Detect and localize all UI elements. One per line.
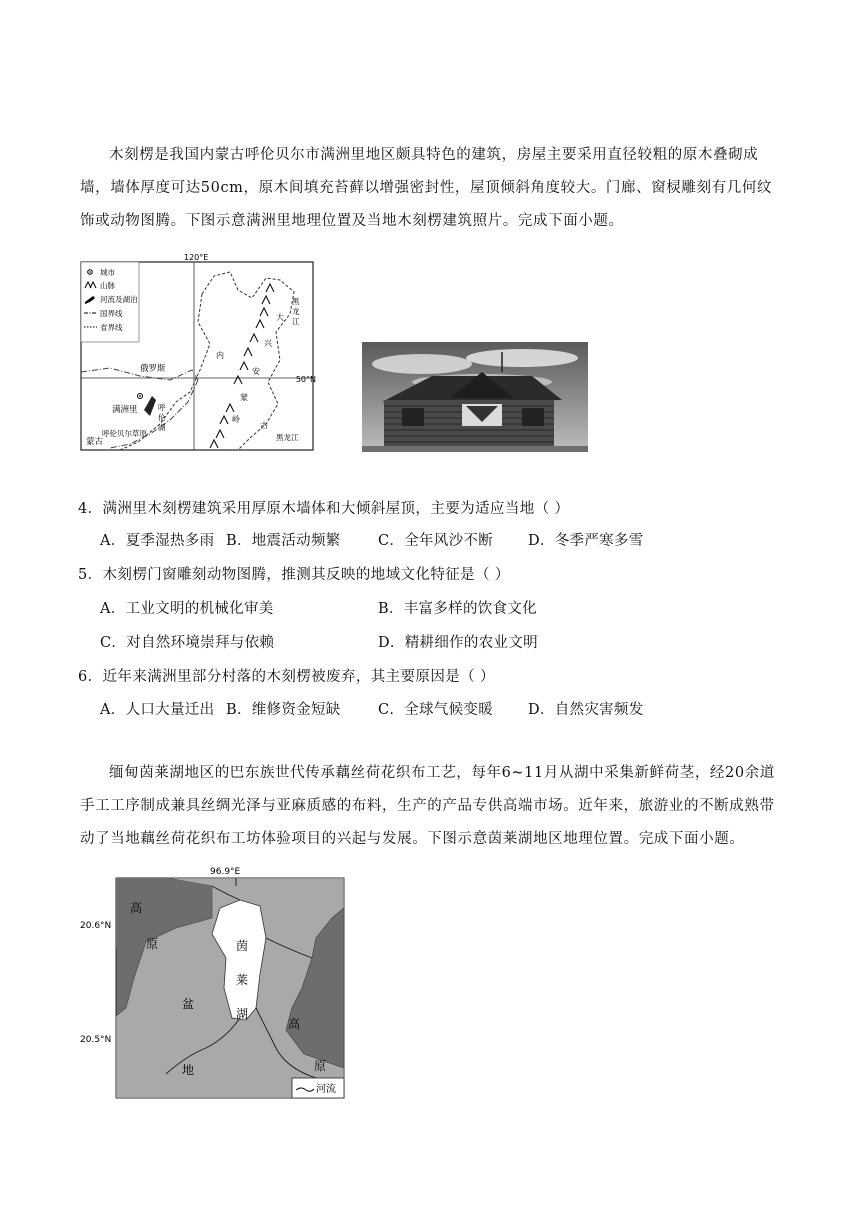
inle-lake-location-map [80,864,348,1100]
q5-option-c[interactable]: C．对自然环境崇拜与依赖 [100,635,275,651]
svg-text:高: 高 [130,901,143,915]
legend-national-border: 国界线 [100,309,123,318]
svg-text:龙: 龙 [292,307,300,316]
q4-option-a[interactable]: A．夏季湿热多雨 [100,533,215,549]
svg-text:岭: 岭 [232,415,240,424]
svg-text:兴: 兴 [264,339,272,348]
svg-text:蒙: 蒙 [240,393,248,402]
question-4: 4．满洲里木刻楞建筑采用厚原木墙体和大倾斜屋顶，主要为适应当地（ ） [78,501,570,517]
label-grassland: 呼伦贝尔草原 [102,429,147,438]
longitude-label-2: 96.9°E [210,867,241,877]
svg-text:古: 古 [260,421,268,430]
q6-option-d[interactable]: D．自然灾害频发 [528,702,644,718]
q4-option-b[interactable]: B．地震活动频繁 [226,533,341,549]
latitude-top: 20.6°N [80,921,112,931]
legend-river: 河流 [316,1084,336,1095]
manzhouli-location-map [80,252,316,452]
q6-option-c[interactable]: C．全球气候变暖 [378,702,493,718]
label-mongolia: 蒙古 [86,437,104,447]
latitude-label: 50°N [295,375,316,384]
legend-river-lake: 河流及湖泊 [100,295,138,304]
svg-text:莱: 莱 [236,973,249,987]
svg-text:高: 高 [288,1017,301,1031]
svg-text:湖: 湖 [158,423,166,432]
wooden-house-photo [362,342,588,452]
passage-1: 木刻楞是我国内蒙古呼伦贝尔市满洲里地区颇具特色的建筑，房屋主要采用直径较粗的原木叠砌成墙，墙体厚度可达50cm，原木间填充苔藓以增强密封性，屋顶倾斜角度较大。门廊、窗棂雕刻有几何纹饰或动物图腾。下图示意满洲里地理位置及当地木刻楞建筑照片。完成下面小题。 [80,147,773,229]
q5-option-d[interactable]: D．精耕细作的农业文明 [378,635,538,651]
legend-city: 城市 [100,268,115,277]
question-6: 6．近年来满洲里部分村落的木刻楞被废弃，其主要原因是（ ） [78,669,495,685]
q5-option-a[interactable]: A．工业文明的机械化审美 [100,601,274,617]
q6-option-b[interactable]: B．维修资金短缺 [226,702,341,718]
svg-text:地: 地 [182,1063,195,1077]
svg-text:伦: 伦 [158,413,166,422]
label-heilongjiang: 黑龙江 [276,433,299,442]
passage-2: 缅甸茵莱湖地区的巴东族世代传承藕丝荷花织布工艺，每年6~11月从湖中采集新鲜荷茎，经20余道手工工序制成兼具丝绸光泽与亚麻质感的布料，生产的产品专供高端市场。近年来，旅游业的不断成熟带动了当地藕丝荷花织布工坊体验项目的兴起与发展。下图示意茵莱湖地区地理位置。完成下面小题。 [80,765,775,847]
legend-province-border: 省界线 [100,323,123,332]
svg-text:湖: 湖 [236,1007,249,1021]
svg-text:原: 原 [314,1059,327,1073]
question-5: 5．木刻楞门窗雕刻动物图腾，推测其反映的地域文化特征是（ ） [78,567,510,583]
q4-option-c[interactable]: C．全年风沙不断 [378,533,493,549]
q6-option-a[interactable]: A．人口大量迁出 [100,702,215,718]
latitude-bottom: 20.5°N [80,1035,112,1045]
longitude-label: 120°E [184,253,209,262]
svg-text:大: 大 [276,313,284,322]
svg-text:内: 内 [216,351,224,360]
svg-text:茵: 茵 [236,939,249,953]
legend-mountain: 山脉 [100,281,115,290]
svg-text:呼: 呼 [158,403,166,412]
q5-option-b[interactable]: B．丰富多样的饮食文化 [378,601,537,617]
svg-text:安: 安 [252,367,260,376]
q4-option-d[interactable]: D．冬季严寒多雪 [528,533,644,549]
label-russia: 俄罗斯 [140,364,166,374]
svg-text:原: 原 [146,937,159,951]
svg-text:黑: 黑 [292,297,300,306]
svg-text:盆: 盆 [182,997,195,1011]
label-manzhouli: 满洲里 [112,405,138,415]
svg-text:江: 江 [292,317,300,326]
